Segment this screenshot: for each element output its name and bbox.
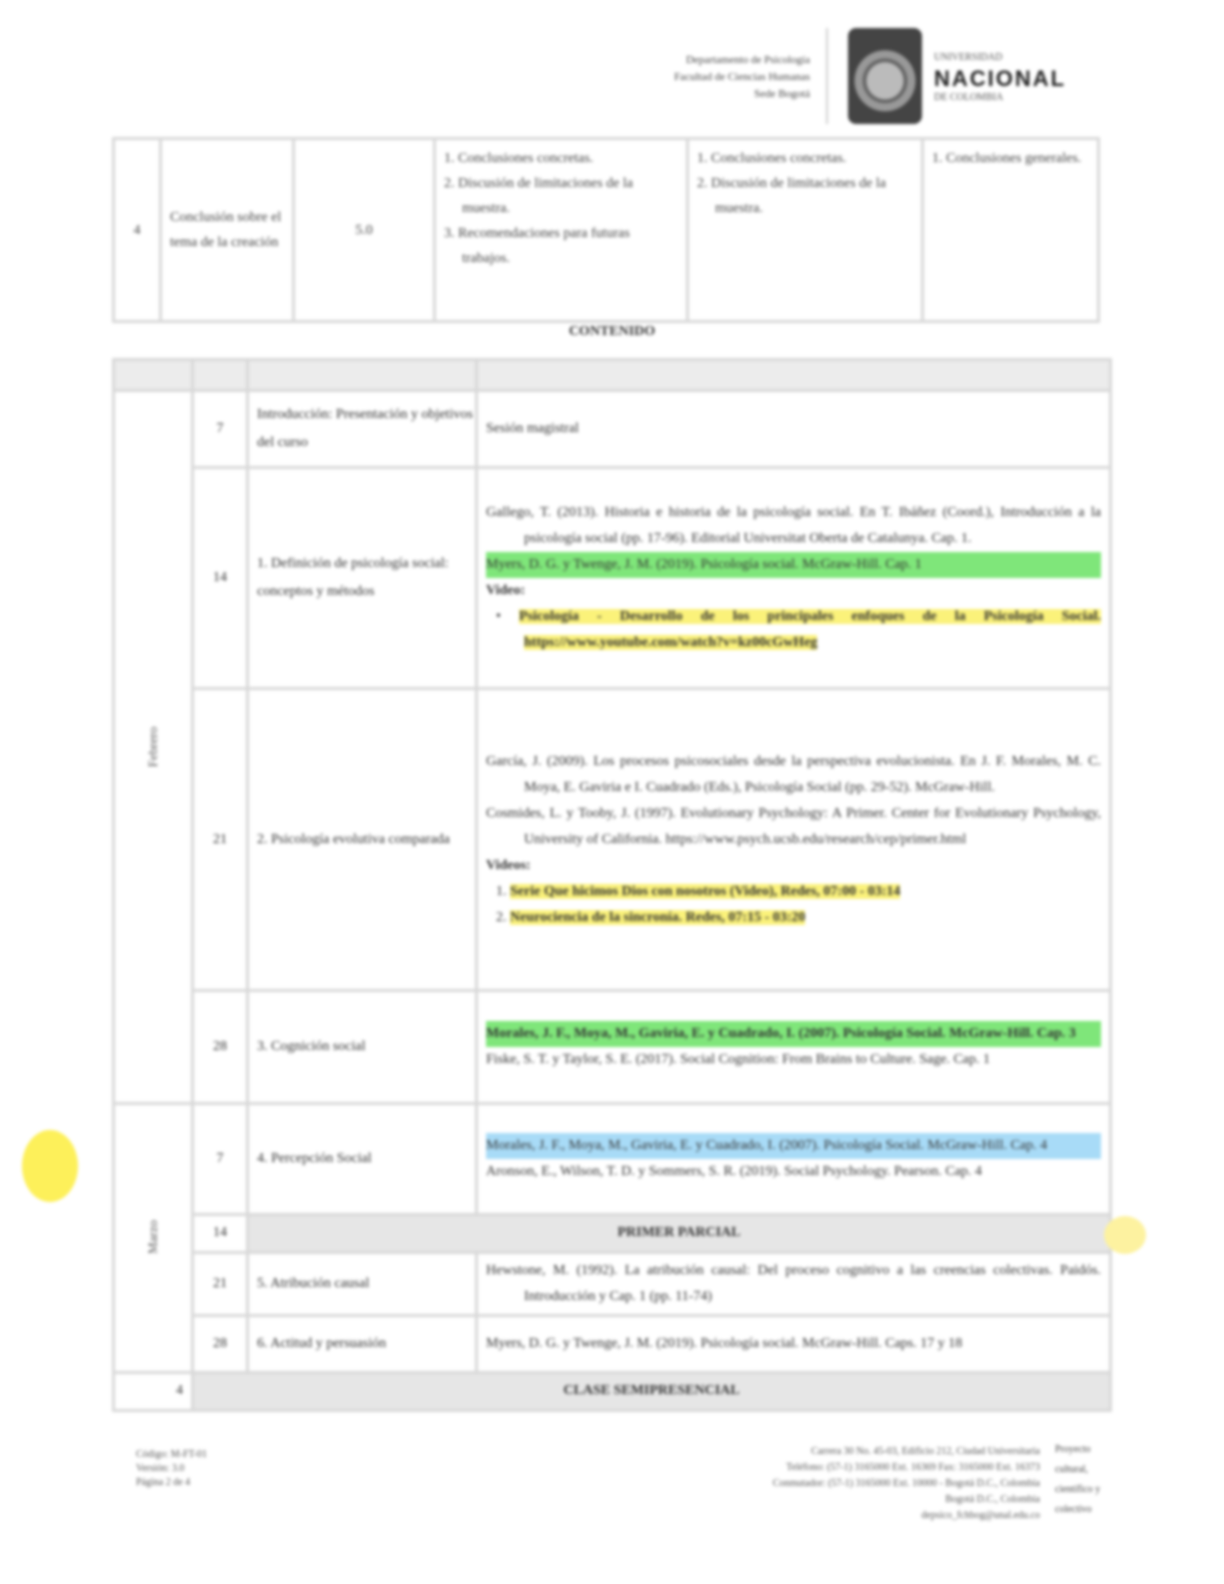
university-sub-label: DE COLOMBIA xyxy=(934,92,1004,103)
table-row xyxy=(114,467,1111,688)
reference: Gallego, T. (2013). Historia e historia de la psicología social. En T. Ibáñez (Coord.), Introducción a la psicología social (pp. 17-96). Editorial Universitat Oberta de Catalunya. Cap. 1. xyxy=(486,504,1101,546)
reference-highlighted: Myers, D. G. y Twenge, J. M. (2019). Psicología social. McGraw-Hill. Cap. 1 xyxy=(486,552,1101,578)
university-small-label: UNIVERSIDAD xyxy=(934,52,1003,63)
week-number: 14 xyxy=(193,1214,248,1252)
list-item: 3. Recomendaciones para futuras trabajos. xyxy=(444,226,630,266)
evaluation-number: 4 xyxy=(114,139,161,322)
reference: Fiske, S. T. y Taylor, S. E. (2017). Social Cognition: From Brains to Culture. Sage. Cap. 1 xyxy=(486,1052,990,1068)
header-divider xyxy=(826,28,828,124)
video-item: 2. Neurociencia de la sincronía. Redes, 07:15 - 03:20 xyxy=(496,909,806,925)
week-number: 14 xyxy=(193,467,248,688)
reference: Sesión magistral xyxy=(486,420,579,436)
evaluation-percentage: 5.0 xyxy=(294,139,435,322)
highlight-mark xyxy=(1104,1216,1146,1254)
reference: García, J. (2009). Los procesos psicosociales desde la perspectiva evolucionista. En J. F. Morales, M. C. Moya, E. Gaviria e I. Cuadrado (Eds.), Psicología Social (pp. 29-52). McGraw-Hill. xyxy=(486,753,1101,795)
footer-tagline xyxy=(1055,1440,1100,1520)
evaluation-table xyxy=(112,137,1100,323)
month-label: Febrero xyxy=(114,391,193,1104)
table-row xyxy=(114,1316,1111,1372)
week-number: 28 xyxy=(193,991,248,1104)
highlight-mark xyxy=(22,1130,78,1202)
topic: 3. Cognición social xyxy=(248,991,477,1104)
month-label: Marzo xyxy=(114,1103,193,1372)
university-seal-icon xyxy=(848,28,922,124)
footer-line: científico y xyxy=(1055,1484,1101,1495)
table-row xyxy=(114,391,1111,468)
topic: 5. Atribución causal xyxy=(248,1252,477,1315)
list-item: 1. Conclusiones generales. xyxy=(932,151,1082,166)
video-label: Videos: xyxy=(486,857,531,873)
list-item: 2. Discusión de limitaciones de la muestra. xyxy=(444,176,633,216)
reference-highlighted: Morales, J. F., Moya, M., Gaviria, E. y Cuadrado, I. (2007). Psicología Social. McGraw-Hill. Cap. 4 xyxy=(486,1133,1101,1159)
evaluation-col3 xyxy=(435,139,688,322)
week-number: 21 xyxy=(193,689,248,991)
evaluation-title: Conclusión sobre el tema de la creación xyxy=(161,139,294,322)
table-row xyxy=(114,1372,1111,1410)
references xyxy=(477,1103,1111,1214)
reference: Hewstone, M. (1992). La atribución causal: Del proceso cognitivo a las creencias colectivas. Paidós. Introducción y Cap. 1 (pp. 11-74) xyxy=(486,1263,1101,1305)
references xyxy=(477,1316,1111,1372)
week-number: 7 xyxy=(193,391,248,468)
video-label: Video: xyxy=(486,582,526,598)
week-number: 4 xyxy=(114,1372,193,1410)
table-row xyxy=(114,689,1111,991)
dependency-line: Facultad de Ciencias Humanas xyxy=(674,71,810,83)
table-header-row xyxy=(114,360,1111,391)
section-title: CONTENIDO xyxy=(568,324,656,339)
list-item: 2. Discusión de limitaciones de la muestra. xyxy=(697,176,886,216)
topic: Introducción: Presentación y objetivos del curso xyxy=(248,391,477,468)
footer-line: colectivo xyxy=(1055,1504,1092,1515)
topic: 4. Percepción Social xyxy=(248,1103,477,1214)
evaluation-col4 xyxy=(688,139,923,322)
references xyxy=(477,689,1111,991)
university-name: NACIONAL xyxy=(934,66,1067,91)
dependency-line: Departamento de Psicología xyxy=(685,54,810,66)
references xyxy=(477,1252,1111,1315)
footer-line: Conmutador: (57-1) 3165000 Ext. 10000 - Bogotá D.C., Colombia xyxy=(772,1478,1040,1489)
dependency-line: Sede Bogotá xyxy=(754,88,810,100)
reference: Aronson, E., Wilson, T. D. y Sommers, S. R. (2019). Social Psychology. Pearson. Cap. 4 xyxy=(486,1163,982,1179)
content-table xyxy=(112,358,1112,1412)
table-row xyxy=(114,1252,1111,1315)
week-number: 28 xyxy=(193,1316,248,1372)
list-item: 1. Conclusiones concretas. xyxy=(444,151,594,166)
footer-line: Bogotá D.C., Colombia xyxy=(945,1494,1040,1505)
topic: 6. Actitud y persuasión xyxy=(248,1316,477,1372)
video-item: 1. Serie Que hicimos Dios con nosotros (Video), Redes, 07:00 - 03:14 xyxy=(496,883,901,899)
footer-line: Versión: 3.0 xyxy=(136,1463,185,1474)
references xyxy=(477,991,1111,1104)
week-number: 7 xyxy=(193,1103,248,1214)
semipresencial-label: CLASE SEMIPRESENCIAL xyxy=(193,1372,1111,1410)
footer-line: Proyecto xyxy=(1055,1444,1091,1455)
references xyxy=(477,391,1111,468)
footer-code xyxy=(136,1448,207,1490)
dependency-text xyxy=(620,52,810,103)
video-item: • Psicología - Desarrollo de los principales enfoques de la Psicología Social. https://www.youtube.com/watch?v=kz00cGwHeg xyxy=(496,608,1102,650)
reference: Myers, D. G. y Twenge, J. M. (2019). Psicología social. McGraw-Hill. Caps. 17 y 18 xyxy=(486,1336,963,1352)
exam-label: PRIMER PARCIAL xyxy=(248,1214,1111,1252)
week-number: 21 xyxy=(193,1252,248,1315)
footer-line: Teléfono: (57-1) 3165000 Ext. 16369 Fax: 3165000 Ext. 16373 xyxy=(786,1462,1040,1473)
footer-address xyxy=(600,1444,1040,1524)
table-row xyxy=(114,1214,1111,1252)
footer-line: Carrera 30 No. 45-03, Edificio 212, Ciudad Universitaria xyxy=(811,1446,1040,1457)
evaluation-row xyxy=(114,139,1099,322)
footer-line: Código: M-FT-01 xyxy=(136,1449,208,1460)
topic: 1. Definición de psicología social: conceptos y métodos xyxy=(248,467,477,688)
references xyxy=(477,467,1111,688)
list-item: 1. Conclusiones concretas. xyxy=(697,151,847,166)
evaluation-col5 xyxy=(923,139,1099,322)
footer-line: cultural, xyxy=(1055,1464,1089,1475)
footer-email[interactable]: depsico_fchbog@unal.edu.co xyxy=(921,1510,1040,1521)
reference-highlighted: Morales, J. F., Moya, M., Gaviria, E. y Cuadrado, I. (2007). Psicología Social. McGraw-Hill. Cap. 3 xyxy=(486,1021,1101,1047)
table-row xyxy=(114,991,1111,1104)
table-row xyxy=(114,1103,1111,1214)
footer-line: Página 2 de 4 xyxy=(136,1477,191,1488)
topic: 2. Psicología evolutiva comparada xyxy=(248,689,477,991)
reference: Cosmides, L. y Tooby, J. (1997). Evolutionary Psychology: A Primer. Center for Evolutionary Psychology, University of California. https://www.psych.ucsb.edu/research/cep/primer.html xyxy=(486,805,1101,847)
